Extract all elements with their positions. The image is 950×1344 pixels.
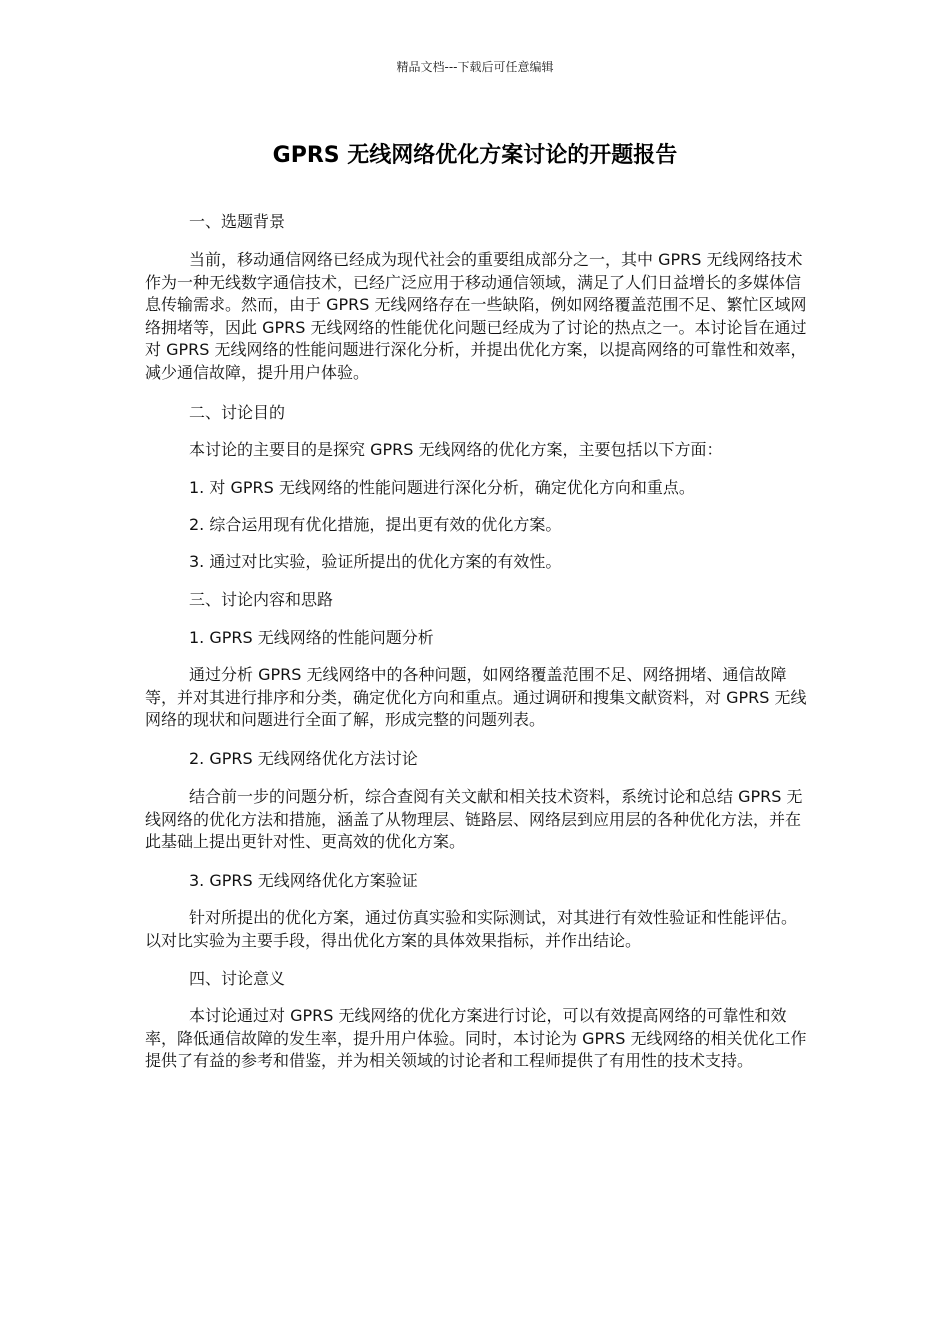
subsection-heading-analysis: 1. GPRS 无线网络的性能问题分析 [189, 628, 434, 647]
paragraph-methods: 结合前一步的问题分析，综合查阅有关文献和相关技术资料，系统讨论和总结 GPRS 无线网络的优化方法和措施，涵盖了从物理层、链路层、网络层到应用层的各种优化方法，并在此基础上提出更针对性、更高效的优化方案。 [145, 787, 803, 851]
header-note: 精品文档---下载后可任意编辑 [396, 60, 554, 74]
section-heading-significance: 四、讨论意义 [189, 969, 286, 988]
purpose-list-item-3: 3. 通过对比实验，验证所提出的优化方案的有效性。 [189, 552, 562, 571]
paragraph-significance: 本讨论通过对 GPRS 无线网络的优化方案进行讨论，可以有效提高网络的可靠性和效率，降低通信故障的发生率，提升用户体验。同时，本讨论为 GPRS 无线网络的相关优化工作提供了有益的参考和借鉴，并为相关领域的讨论者和工程师提供了有用性的技术支持。 [145, 1006, 807, 1070]
subsection-heading-verification: 3. GPRS 无线网络优化方案验证 [189, 871, 418, 890]
section-heading-content: 三、讨论内容和思路 [189, 590, 334, 609]
paragraph-analysis: 通过分析 GPRS 无线网络中的各种问题，如网络覆盖范围不足、网络拥堵、通信故障等，并对其进行排序和分类，确定优化方向和重点。通过调研和搜集文献资料，对 GPRS 无线网络的现状和问题进行全面了解，形成完整的问题列表。 [145, 665, 807, 729]
section-heading-purpose: 二、讨论目的 [189, 403, 286, 422]
document-title: GPRS 无线网络优化方案讨论的开题报告 [272, 143, 678, 168]
purpose-list-item-1: 1. 对 GPRS 无线网络的性能问题进行深化分析，确定优化方向和重点。 [189, 478, 695, 497]
paragraph-verification: 针对所提出的优化方案，通过仿真实验和实际测试，对其进行有效性验证和性能评估。以对比实验为主要手段，得出优化方案的具体效果指标，并作出结论。 [145, 908, 798, 950]
purpose-list-item-2: 2. 综合运用现有优化措施，提出更有效的优化方案。 [189, 515, 562, 534]
paragraph-background: 当前，移动通信网络已经成为现代社会的重要组成部分之一，其中 GPRS 无线网络技术作为一种无线数字通信技术，已经广泛应用于移动通信领域，满足了人们日益增长的多媒体信息传输需求。然而，由于 GPRS 无线网络存在一些缺陷，例如网络覆盖范围不足、繁忙区域网络拥堵等，因此 GPRS 无线网络的性能优化问题已经成为了讨论的热点之一。本讨论旨在通过对 GPRS 无线网络的性能问题进行深化分析，并提出优化方案，以提高网络的可靠性和效率，减少通信故障，提升用户体验。 [145, 250, 807, 382]
section-heading-background: 一、选题背景 [189, 212, 286, 231]
paragraph-purpose-intro: 本讨论的主要目的是探究 GPRS 无线网络的优化方案，主要包括以下方面： [189, 440, 723, 459]
subsection-heading-methods: 2. GPRS 无线网络优化方法讨论 [189, 749, 418, 768]
